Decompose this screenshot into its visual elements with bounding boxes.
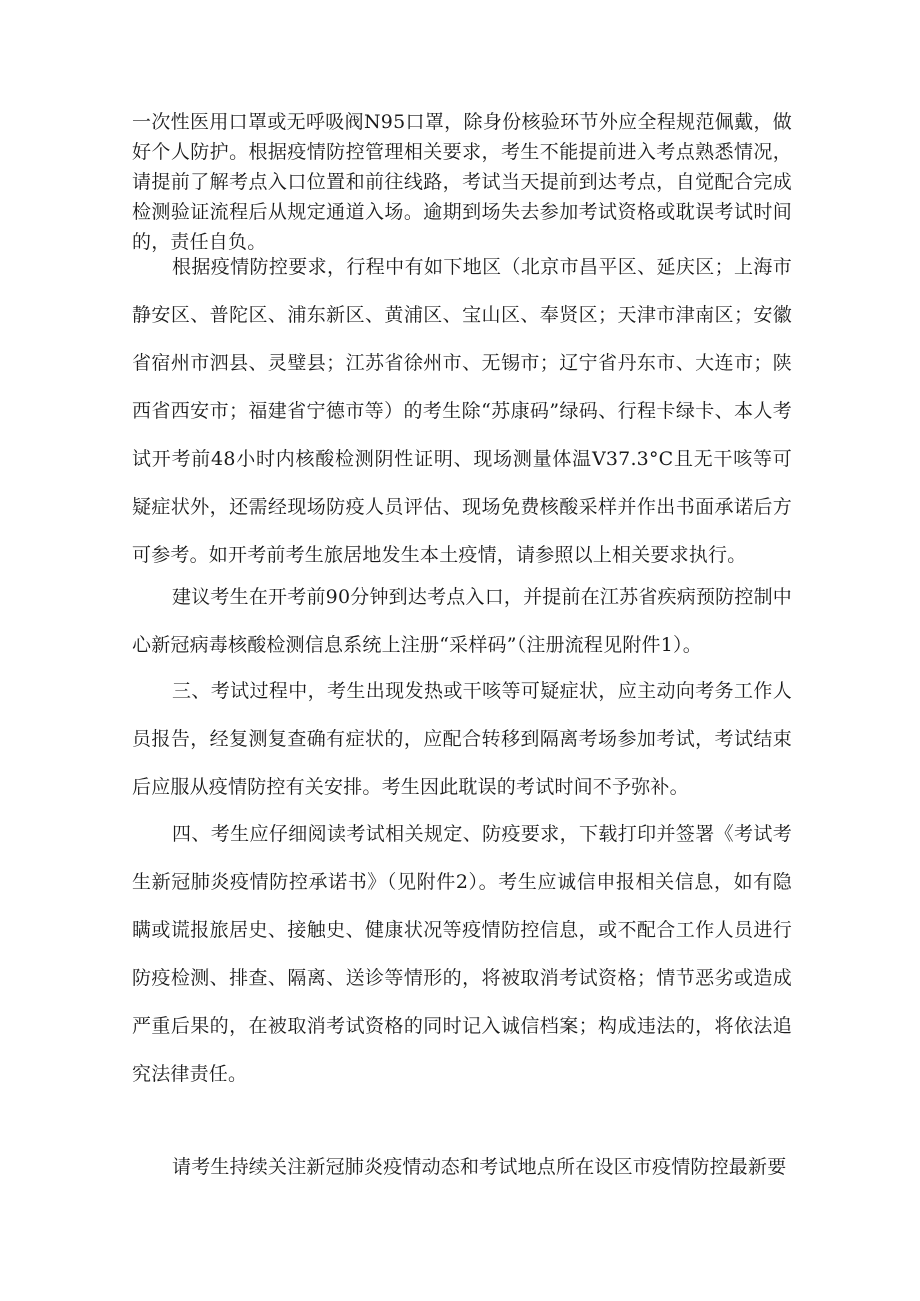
- paragraph-section-three: 三、考试过程中，考生出现发热或干咳等可疑症状，应主动向考务工作人员报告，经复测复查确有症状的，应配合转移到隔离考场参加考试，考试结束后应服从疫情防控有关安排。考生因此耽误的考试时间不予弥补。: [132, 680, 792, 798]
- paragraph-section-four: 四、考生应仔细阅读考试相关规定、防疫要求，下载打印并签署《考试考生新冠肺炎疫情防控承诺书》（见附件2）。考生应诚信申报相关信息，如有隐瞒或谎报旅居史、接触史、健康状况等疫情防控信息，或不配合工作人员进行防疫检测、排查、隔离、送诊等情形的，将被取消考试资格；情节恶劣或造成严重后果的，在被取消考试资格的同时记入诚信档案；构成违法的，将依法追究法律责任。: [132, 823, 792, 1085]
- paragraph-arrival-advice: 建议考生在开考前90分钟到达考点入口，并提前在江苏省疾病预防控制中心新冠病毒核酸检测信息系统上注册“采样码”（注册流程见附件1）。: [132, 586, 792, 656]
- paragraph-protection-notice: 一次性医用口罩或无呼吸阀N95口罩，除身份核验环节外应全程规范佩戴，做好个人防护。根据疫情防控管理相关要求，考生不能提前进入考点熟悉情况，请提前了解考点入口位置和前往线路，考试当天提前到达考点，自觉配合完成检测验证流程后从规定通道入场。逾期到场失去参加考试资格或耽误考试时间的，责任自负。: [132, 111, 792, 253]
- paragraph-travel-regions: 根据疫情防控要求，行程中有如下地区（北京市昌平区、延庆区；上海市静安区、普陀区、浦东新区、黄浦区、宝山区、奉贤区；天津市津南区；安徽省宿州市泗县、灵璧县；江苏省徐州市、无锡市；辽宁省丹东市、大连市；陕西省西安市；福建省宁德市等）的考生除“苏康码”绿码、行程卡绿卡、本人考试开考前48小时内核酸检测阴性证明、现场测量体温V37.3°C且无干咳等可疑症状外，还需经现场防疫人员评估、现场免费核酸采样并作出书面承诺后方可参考。如开考前考生旅居地发生本土疫情，请参照以上相关要求执行。: [132, 256, 792, 566]
- paragraph-continuing-notice: 请考生持续关注新冠肺炎疫情动态和考试地点所在设区市疫情防控最新要: [172, 1156, 787, 1178]
